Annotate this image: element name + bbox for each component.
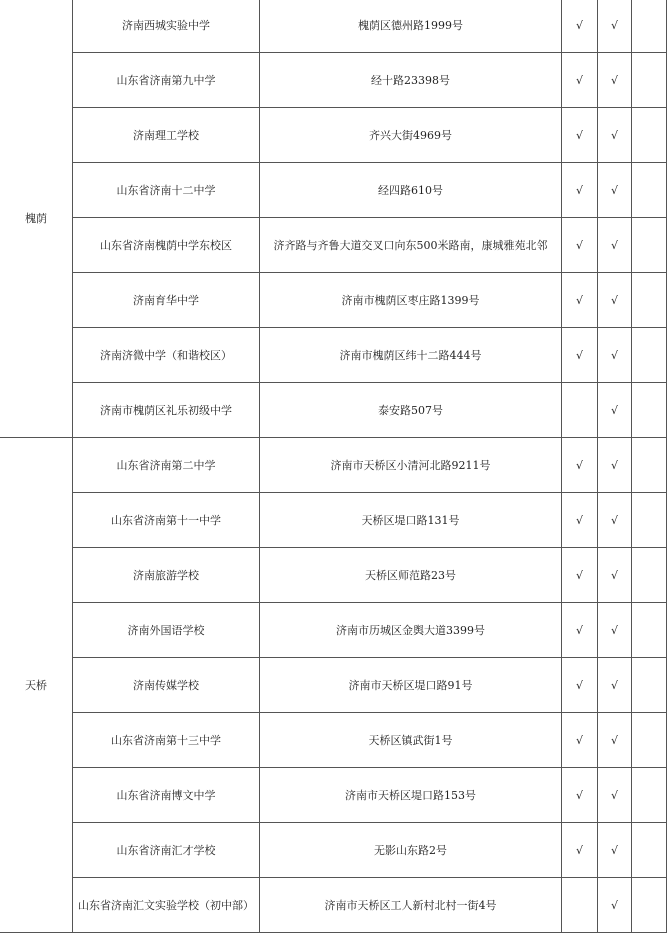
check-cell-1: √ (562, 163, 598, 218)
check-cell-2: √ (598, 273, 632, 328)
check-cell-1: √ (562, 548, 598, 603)
table-row (0, 768, 667, 823)
check-cell-3 (632, 273, 667, 328)
check-cell-1: √ (562, 493, 598, 548)
school-name-cell: 济南西城实验中学 (73, 0, 260, 53)
table-row (0, 878, 667, 933)
address-cell: 济齐路与齐鲁大道交叉口向东500米路南，康城雅苑北邻 (260, 218, 562, 273)
check-cell-3 (632, 108, 667, 163)
address-cell: 经四路610号 (260, 163, 562, 218)
address-cell: 天桥区堤口路131号 (260, 493, 562, 548)
check-cell-3 (632, 0, 667, 53)
check-cell-2: √ (598, 218, 632, 273)
address-cell: 天桥区师范路23号 (260, 548, 562, 603)
check-cell-2: √ (598, 108, 632, 163)
check-cell-2: √ (598, 768, 632, 823)
check-cell-3 (632, 548, 667, 603)
school-name-cell: 山东省济南第二中学 (73, 438, 260, 493)
table-row (0, 218, 667, 273)
school-name-cell: 济南传媒学校 (73, 658, 260, 713)
check-cell-3 (632, 163, 667, 218)
table-row (0, 273, 667, 328)
school-name-cell: 济南育华中学 (73, 273, 260, 328)
table-row (0, 438, 667, 493)
table-row (0, 0, 667, 53)
table-row (0, 163, 667, 218)
check-cell-1: √ (562, 768, 598, 823)
check-cell-1: √ (562, 438, 598, 493)
check-cell-3 (632, 328, 667, 383)
check-cell-1: √ (562, 603, 598, 658)
school-name-cell: 济南市槐荫区礼乐初级中学 (73, 383, 260, 438)
check-cell-2: √ (598, 493, 632, 548)
check-cell-2: √ (598, 713, 632, 768)
address-cell: 泰安路507号 (260, 383, 562, 438)
check-cell-3 (632, 713, 667, 768)
check-cell-2: √ (598, 53, 632, 108)
check-cell-2: √ (598, 438, 632, 493)
check-cell-2: √ (598, 328, 632, 383)
school-name-cell: 山东省济南第九中学 (73, 53, 260, 108)
check-cell-2: √ (598, 878, 632, 933)
school-name-cell: 山东省济南槐荫中学东校区 (73, 218, 260, 273)
table-row (0, 383, 667, 438)
check-cell-1: √ (562, 0, 598, 53)
check-cell-2: √ (598, 658, 632, 713)
check-cell-1 (562, 383, 598, 438)
school-name-cell: 山东省济南汇才学校 (73, 823, 260, 878)
address-cell: 济南市天桥区小清河北路9211号 (260, 438, 562, 493)
address-cell: 无影山东路2号 (260, 823, 562, 878)
address-cell: 天桥区镇武街1号 (260, 713, 562, 768)
check-cell-1: √ (562, 328, 598, 383)
school-name-cell: 济南理工学校 (73, 108, 260, 163)
check-cell-2: √ (598, 383, 632, 438)
check-cell-1: √ (562, 658, 598, 713)
check-cell-3 (632, 823, 667, 878)
school-name-cell: 山东省济南十二中学 (73, 163, 260, 218)
address-cell: 济南市天桥区堤口路91号 (260, 658, 562, 713)
table-row (0, 603, 667, 658)
check-cell-3 (632, 603, 667, 658)
table-row (0, 108, 667, 163)
check-cell-3 (632, 438, 667, 493)
school-name-cell: 济南旅游学校 (73, 548, 260, 603)
school-name-cell: 济南外国语学校 (73, 603, 260, 658)
table-row (0, 658, 667, 713)
address-cell: 槐荫区德州路1999号 (260, 0, 562, 53)
district-cell: 槐荫 (0, 0, 73, 438)
table-row (0, 328, 667, 383)
check-cell-2: √ (598, 548, 632, 603)
school-name-cell: 山东省济南博文中学 (73, 768, 260, 823)
check-cell-2: √ (598, 0, 632, 53)
table-row (0, 713, 667, 768)
table-row (0, 53, 667, 108)
check-cell-2: √ (598, 163, 632, 218)
address-cell: 济南市天桥区工人新村北村一街4号 (260, 878, 562, 933)
address-cell: 经十路23398号 (260, 53, 562, 108)
check-cell-3 (632, 878, 667, 933)
address-cell: 济南市槐荫区纬十二路444号 (260, 328, 562, 383)
address-cell: 齐兴大街4969号 (260, 108, 562, 163)
check-cell-3 (632, 383, 667, 438)
school-name-cell: 济南济微中学（和谐校区） (73, 328, 260, 383)
check-cell-1: √ (562, 218, 598, 273)
check-cell-1 (562, 878, 598, 933)
check-cell-1: √ (562, 273, 598, 328)
table-row (0, 493, 667, 548)
address-cell: 济南市槐荫区枣庄路1399号 (260, 273, 562, 328)
district-cell: 天桥 (0, 438, 73, 933)
check-cell-3 (632, 658, 667, 713)
check-cell-3 (632, 218, 667, 273)
address-cell: 济南市天桥区堤口路153号 (260, 768, 562, 823)
address-cell: 济南市历城区金舆大道3399号 (260, 603, 562, 658)
school-name-cell: 山东省济南汇文实验学校（初中部） (73, 878, 260, 933)
check-cell-3 (632, 493, 667, 548)
check-cell-1: √ (562, 108, 598, 163)
table-row (0, 548, 667, 603)
table-row (0, 823, 667, 878)
check-cell-1: √ (562, 713, 598, 768)
check-cell-2: √ (598, 823, 632, 878)
check-cell-1: √ (562, 823, 598, 878)
school-name-cell: 山东省济南第十一中学 (73, 493, 260, 548)
check-cell-1: √ (562, 53, 598, 108)
check-cell-3 (632, 768, 667, 823)
check-cell-2: √ (598, 603, 632, 658)
check-cell-3 (632, 53, 667, 108)
school-name-cell: 山东省济南第十三中学 (73, 713, 260, 768)
